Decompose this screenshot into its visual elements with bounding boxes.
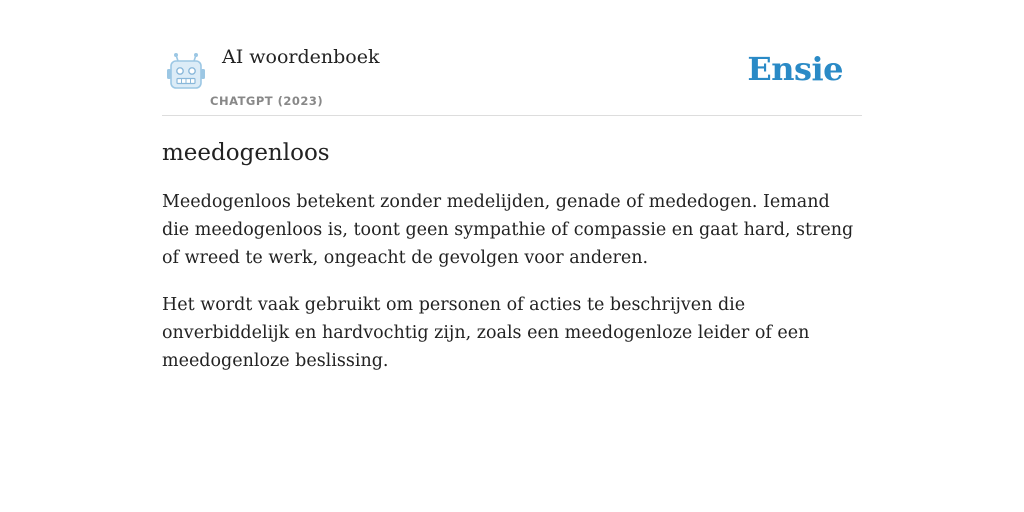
robot-icon	[166, 52, 206, 90]
definition-paragraph: Het wordt vaak gebruikt om personen of acties te beschrijven die onverbiddelijk en hardvochtig zijn, zoals een meedogenloze leider of een meedogenloze beslissing.	[162, 295, 810, 371]
source-subtitle: CHATGPT (2023)	[210, 94, 324, 108]
definition-card	[162, 40, 862, 375]
headword: meedogenloos	[162, 140, 330, 166]
definition-text	[162, 188, 862, 375]
definition-paragraph: Meedogenloos betekent zonder medelijden, genade of mededogen. Iemand die meedogenloos is, toont geen sympathie of compassie en gaat hard, streng of wreed te werk, ongeacht de gevolgen voor anderen.	[162, 192, 854, 268]
card-header	[162, 40, 862, 116]
brand-logo-link[interactable]: Ensie	[747, 50, 843, 88]
source-title[interactable]: AI woordenboek	[222, 46, 380, 68]
